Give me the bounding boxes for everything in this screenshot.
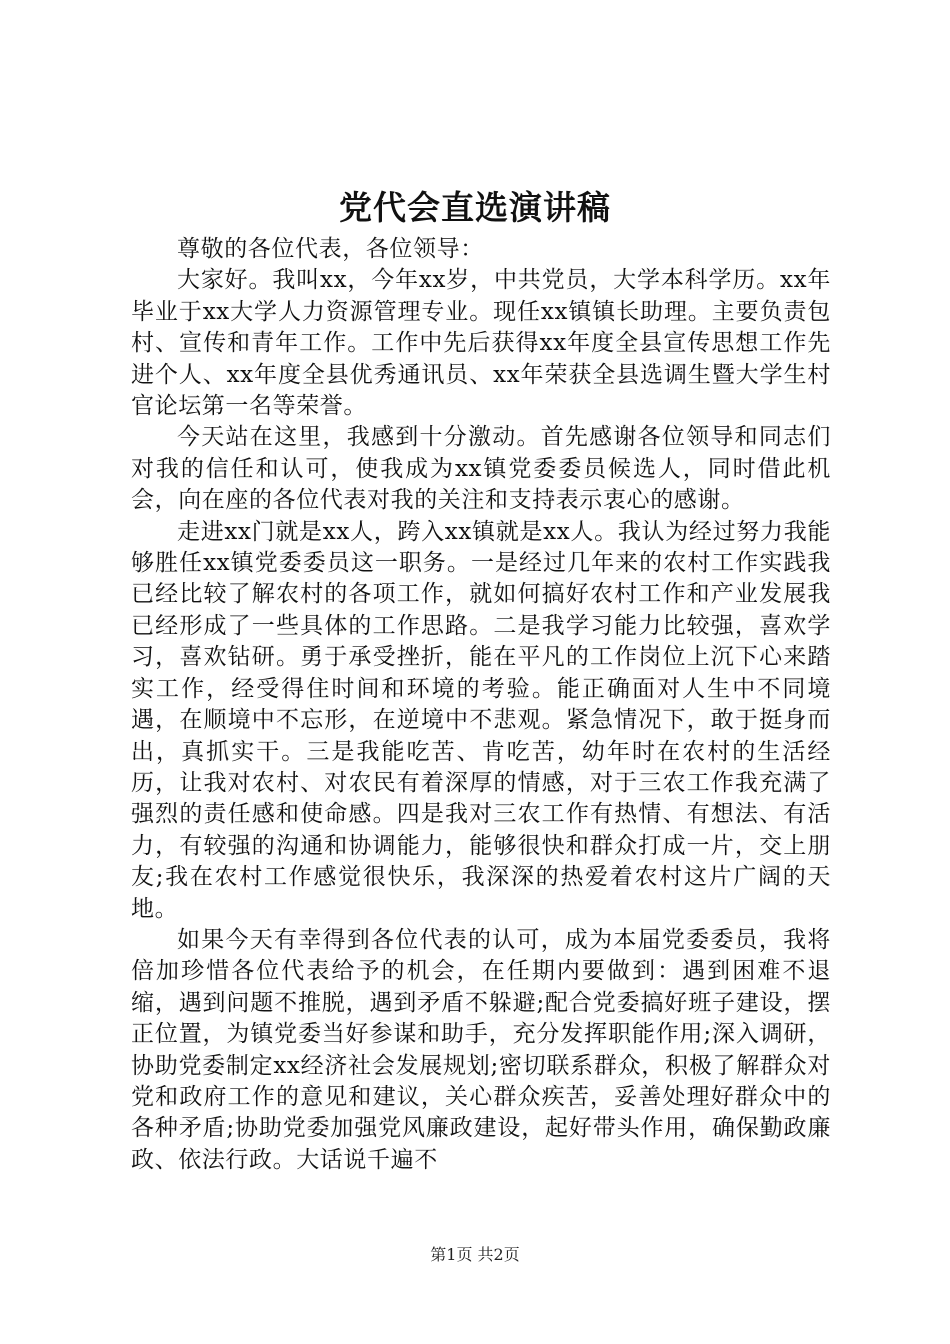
page-number-footer: 第1页 共2页 <box>430 1245 520 1264</box>
document-title: 党代会直选演讲稿 <box>339 188 611 227</box>
document-body <box>131 234 831 1176</box>
paragraph-thanks: 今天站在这里，我感到十分激动。首先感谢各位领导和同志们对我的信任和认可，使我成为xx镇党委委员候选人，同时借此机会，向在座的各位代表对我的关注和支持表示衷心的感谢。 <box>131 424 831 514</box>
paragraph-introduction: 大家好。我叫xx，今年xx岁，中共党员，大学本科学历。xx年毕业于xx大学人力资源管理专业。现任xx镇镇长助理。主要负责包村、宣传和青年工作。工作中先后获得xx年度全县宣传思想工作先进个人、xx年度全县优秀通讯员、xx年荣获全县选调生暨大学生村官论坛第一名等荣誉。 <box>131 267 831 420</box>
paragraph-qualifications: 走进xx门就是xx人，跨入xx镇就是xx人。我认为经过努力我能够胜任xx镇党委委员这一职务。一是经过几年来的农村工作实践我已经比较了解农村的各项工作，就如何搞好农村工作和产业发展我已经形成了一些具体的工作思路。二是我学习能力比较强，喜欢学习，喜欢钻研。勇于承受挫折，能在平凡的工作岗位上沉下心来踏实工作，经受得住时间和环境的考验。能正确面对人生中不同境遇，在顺境中不忘形，在逆境中不悲观。紧急情况下，敢于挺身而出，真抓实干。三是我能吃苦、肯吃苦，幼年时在农村的生活经历，让我对农村、对农民有着深厚的情感，对于三农工作我充满了强烈的责任感和使命感。四是我对三农工作有热情、有想法、有活力，有较强的沟通和协调能力，能够很快和群众打成一片，交上朋友;我在农村工作感觉很快乐，我深深的热爱着农村这片广阔的天地。 <box>131 518 831 922</box>
paragraph-commitments: 如果今天有幸得到各位代表的认可，成为本届党委委员，我将倍加珍惜各位代表给予的机会，在任期内要做到：遇到困难不退缩，遇到问题不推脱，遇到矛盾不躲避;配合党委搞好班子建设，摆正位置，为镇党委当好参谋和助手，充分发挥职能作用;深入调研，协助党委制定xx经济社会发展规划;密切联系群众，积极了解群众对党和政府工作的意见和建议，关心群众疾苦，妥善处理好群众中的各种矛盾;协助党委加强党风廉政建设，起好带头作用，确保勤政廉政、依法行政。大话说千遍不 <box>131 926 831 1173</box>
salutation: 尊敬的各位代表，各位领导： <box>177 236 484 262</box>
